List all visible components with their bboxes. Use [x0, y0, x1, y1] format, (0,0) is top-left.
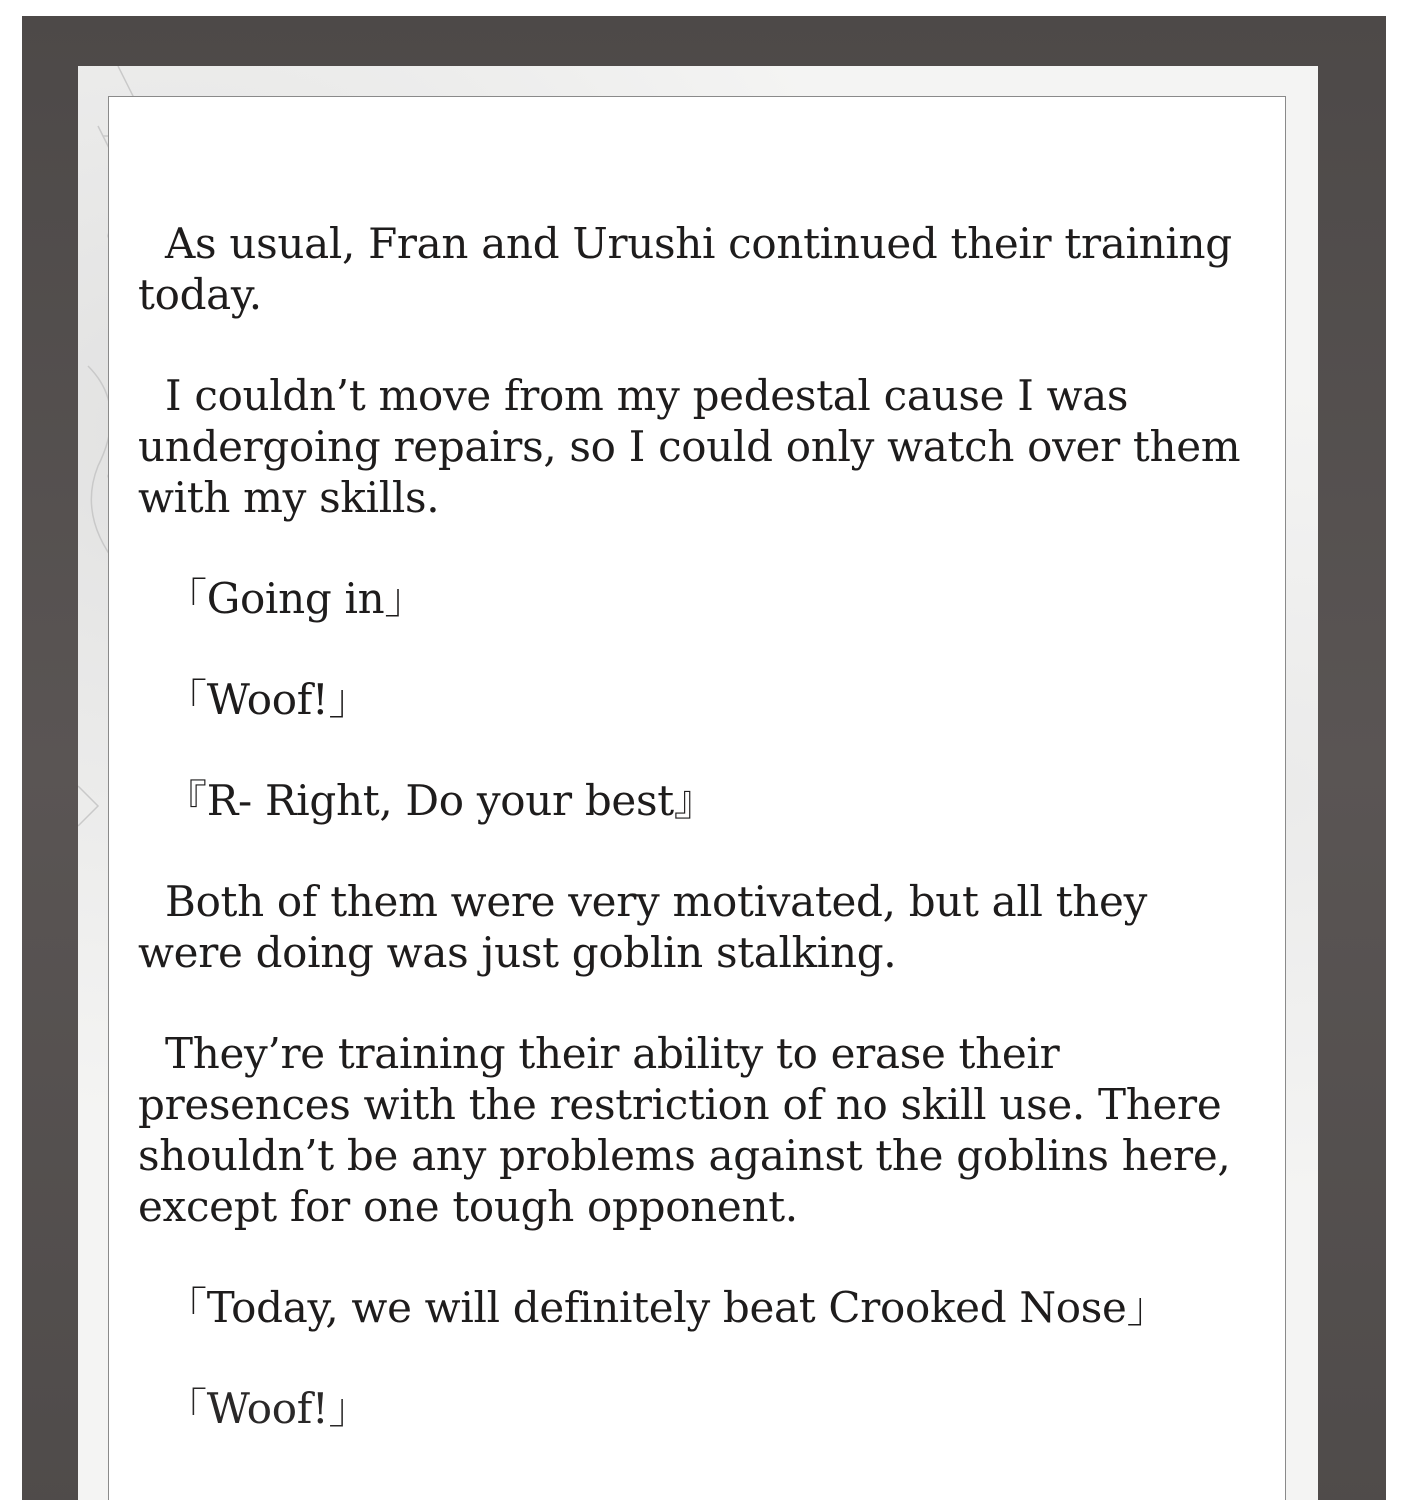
body-text	[138, 218, 1248, 1434]
paragraph-4: They’re training their ability to erase their presences with the restriction of no skill use. There shouldn’t be any problems against the goblins here, except for one tough opponent.	[138, 1029, 1231, 1231]
dialogue-going-in: 「Going in」	[165, 574, 427, 623]
paragraph-1: As usual, Fran and Urushi continued their training today.	[138, 219, 1232, 319]
dialogue-woof-1: 「Woof!」	[165, 675, 371, 724]
dialogue-crooked-nose: 「Today, we will definitely beat Crooked Nose」	[165, 1283, 1169, 1332]
paragraph-2: I couldn’t move from my pedestal cause I was undergoing repairs, so I could only watch over them with my skills.	[138, 371, 1241, 522]
paragraph-3: Both of them were very motivated, but all they were doing was just goblin stalking.	[138, 877, 1148, 977]
dialogue-do-your-best: 『R- Right, Do your best』	[165, 776, 716, 825]
dialogue-woof-2: 「Woof!」	[165, 1384, 371, 1433]
